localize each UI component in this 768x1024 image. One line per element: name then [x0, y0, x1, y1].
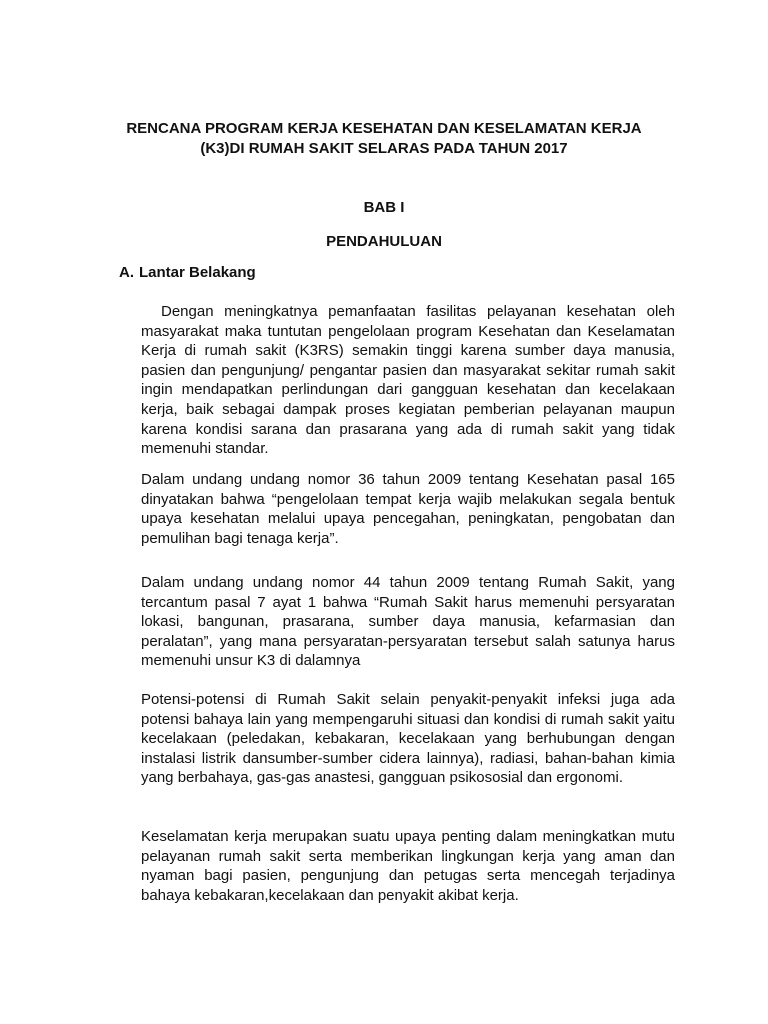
- section-title: Lantar Belakang: [139, 264, 256, 281]
- paragraph-1: Dengan meningkatnya pemanfaatan fasilitas pelayanan kesehatan oleh masyarakat maka tuntutan pengelolaan program Kesehatan dan Keselamatan Kerja di rumah sakit (K3RS) semakin tinggi karena sumber daya manusia, pasien dan pengunjung/ pengantar pasien dan masyarakat sekitar rumah sakit ingin mendapatkan perlindungan dari gangguan kesehatan dan kecelakaan kerja, baik sebagai dampak proses kegiatan pemberian pelayanan maupun karena kondisi sarana dan prasarana yang ada di rumah sakit yang tidak memenuhi standar.: [141, 303, 675, 458]
- paragraph-2: Dalam undang undang nomor 36 tahun 2009 tentang Kesehatan pasal 165 dinyatakan bahwa “pengelolaan tempat kerja wajib melakukan segala bentuk upaya kesehatan melalui upaya pencegahan, peningkatan, pengobatan dan pemulihan bagi tenaga kerja”.: [141, 471, 675, 547]
- document-title-line-1: RENCANA PROGRAM KERJA KESEHATAN DAN KESELAMATAN KERJA: [126, 120, 642, 137]
- paragraph-4: Potensi-potensi di Rumah Sakit selain penyakit-penyakit infeksi juga ada potensi bahaya lain yang mempengaruhi situasi dan kondisi di rumah sakit yaitu kecelakaan (peledakan, kebakaran, kecelakaan yang berhubungan dengan instalasi listrik dansumber-sumber cidera lainnya), radiasi, bahan-bahan kimia yang berbahaya, gas-gas anastesi, gangguan psikososial dan ergonomi.: [141, 691, 675, 787]
- paragraph-5: Keselamatan kerja merupakan suatu upaya penting dalam meningkatkan mutu pelayanan rumah sakit serta memberikan lingkungan kerja yang aman dan nyaman bagi pasien, pengunjung dan petugas serta mencegah terjadinya bahaya kebakaran,kecelakaan dan penyakit akibat kerja.: [141, 828, 675, 904]
- chapter-number: BAB I: [363, 199, 405, 216]
- document-title-line-2: (K3)DI RUMAH SAKIT SELARAS PADA TAHUN 2017: [200, 140, 568, 157]
- section-letter: A.: [119, 264, 134, 281]
- paragraph-3: Dalam undang undang nomor 44 tahun 2009 tentang Rumah Sakit, yang tercantum pasal 7 ayat 1 bahwa “Rumah Sakit harus memenuhi persyaratan lokasi, bangunan, prasarana, sumber daya manusia, kefarmasian dan peralatan”, yang mana persyaratan-persyaratan tersebut salah satunya harus memenuhi unsur K3 di dalamnya: [141, 574, 675, 670]
- section-heading: [119, 263, 256, 283]
- document-title: [100, 119, 668, 159]
- chapter-title: PENDAHULUAN: [326, 233, 442, 250]
